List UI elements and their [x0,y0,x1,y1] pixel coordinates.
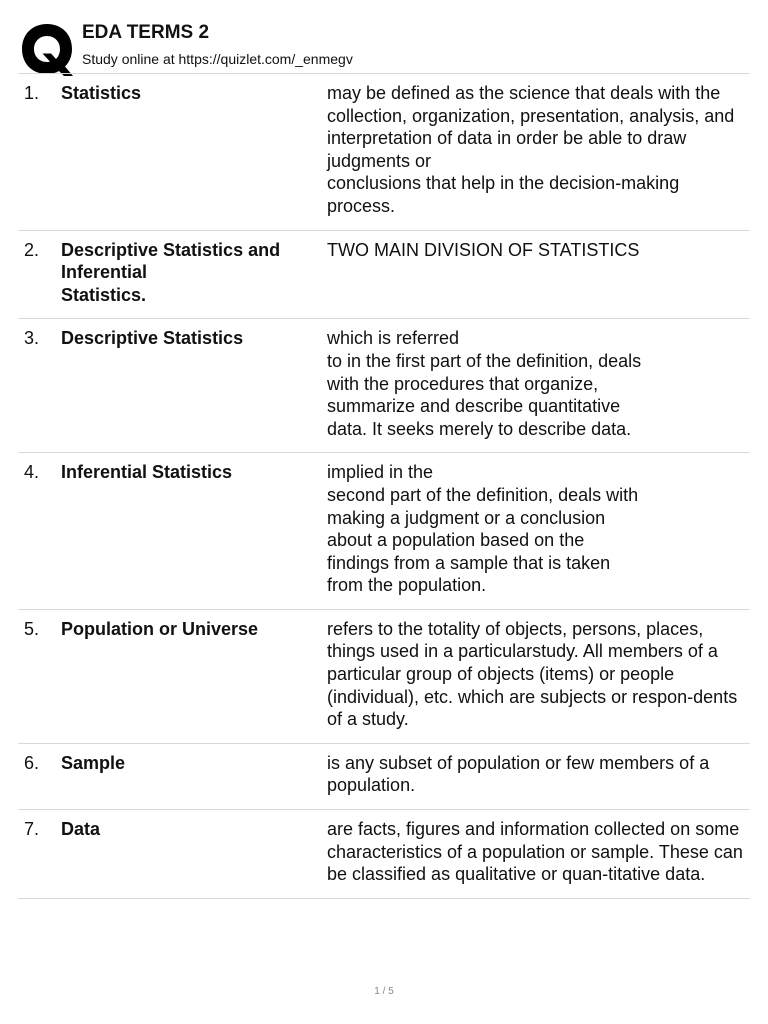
term-row [18,744,750,810]
term-number: 7. [24,819,40,840]
term-definition: is any subset of population or few members of a population. [327,752,710,796]
term-definition: TWO MAIN DIVISION OF STATISTICS [327,239,640,260]
term-name: Inferential Statistics [61,462,233,483]
term-row [18,810,750,899]
term-number: 6. [24,752,40,773]
quizlet-q-logo-icon [20,22,74,76]
term-row [18,319,750,453]
term-definition: refers to the totality of objects, persons, places, things used in a particularstudy. All members of a particular group of objects (items) or people (individual), etc. which are subjects or respon-dents of a study. [327,618,738,730]
term-number: 5. [24,618,40,639]
term-definition: implied in the second part of the definition, deals with making a judgment or a conclusion about a population based on the findings from a sample that is taken from the population. [327,462,639,596]
term-row [18,231,750,320]
study-online-link-text: Study online at https://quizlet.com/_enmegv [82,51,353,67]
term-definition: which is referred to in the first part of the definition, deals with the procedures that organize, summarize and describe quantitative data. It seeks merely to describe data. [327,328,642,439]
term-definition: are facts, figures and information collected on some characteristics of a population or sample. These can be classified as qualitative or quan-titative data. [327,819,743,885]
term-definition: may be defined as the science that deals with the collection, organization, presentation, analysis, and interpretation of data in order be able to draw judgments or conclusions that help in the decision-making process. [327,83,735,216]
page-header [20,18,750,74]
page-indicator: 1 / 5 [374,986,394,997]
term-number: 1. [24,83,40,103]
term-number: 3. [24,328,40,349]
term-name: Descriptive Statistics [61,328,244,349]
term-name: Population or Universe [61,618,259,639]
term-number: 2. [24,239,40,260]
term-row [18,74,750,231]
term-name: Statistics [61,83,142,103]
term-name: Data [61,819,101,840]
term-row [18,453,750,610]
term-name: Descriptive Statistics and Inferential Statistics. [61,239,281,305]
term-row [18,610,750,744]
page-title: EDA TERMS 2 [82,22,210,43]
terms-list [18,74,750,899]
term-name: Sample [61,752,126,773]
term-number: 4. [24,462,40,483]
